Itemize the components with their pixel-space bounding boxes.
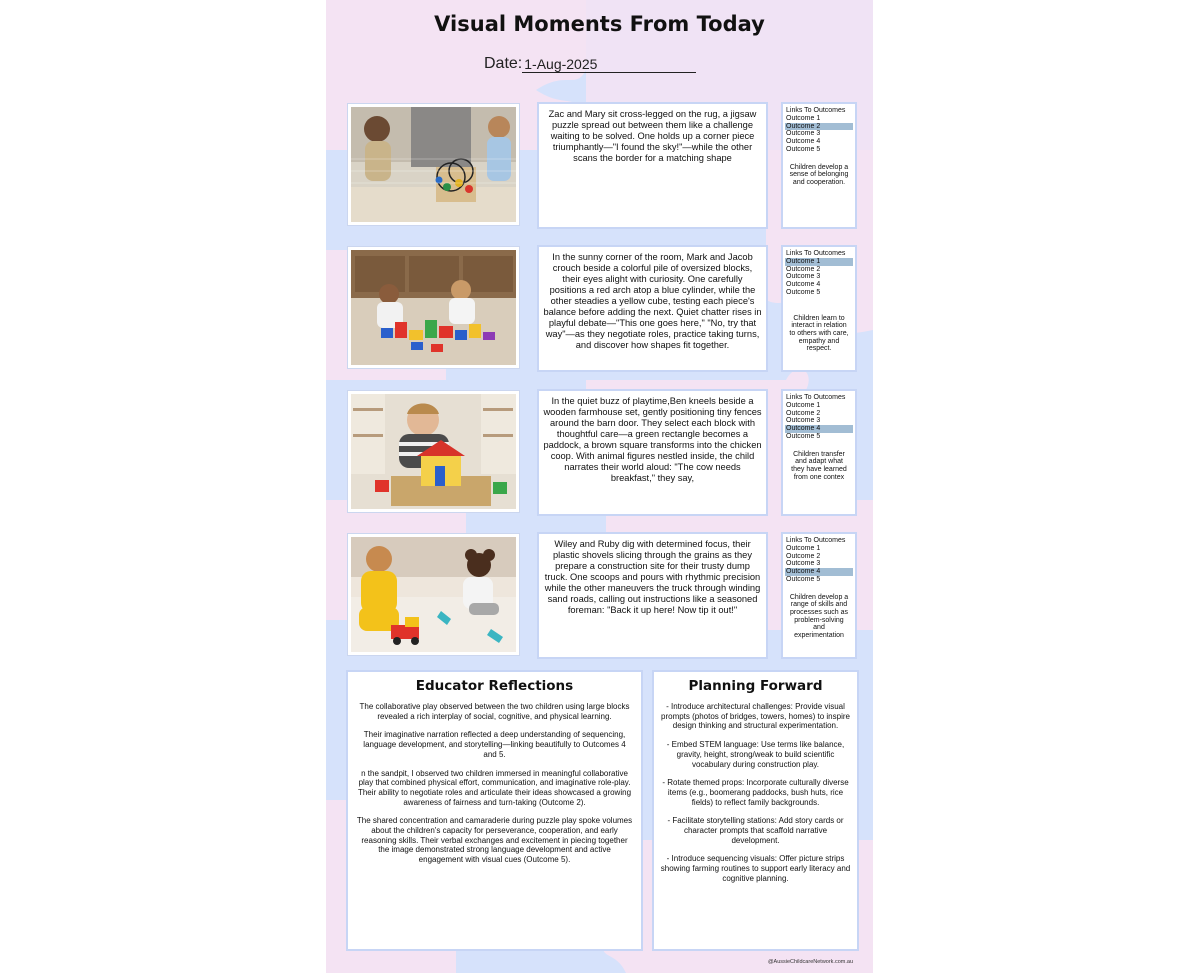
outcome-4-option[interactable]: Outcome 4 <box>786 281 821 289</box>
outcome-2-option-selected[interactable]: Outcome 2 <box>785 123 853 131</box>
outcome-1-option[interactable]: Outcome 1 <box>786 401 821 409</box>
outcome-1-option-selected[interactable]: Outcome 1 <box>785 258 853 266</box>
outcome-5-option[interactable]: Outcome 5 <box>786 288 821 296</box>
outcome-note: Children develop a range of skills and processes such as problem-solving and experimentation <box>789 593 849 639</box>
outcome-note: Children learn to interact in relation to others with care, empathy and respect. <box>789 314 849 353</box>
moment-2-story[interactable]: In the sunny corner of the room, Mark and Jacob crouch beside a colorful pile of oversized blocks, their eyes alight with curiosity. One carefully positions a red arch atop a blue cylinder, while the other steadies a yellow cube, testing each piece's balance before adding the next. Quiet chatter rises in playful debate—"This one goes here," "No, try that way"—as they negotiate roles, practice taking turns, and discover how shapes fit together. <box>539 247 766 370</box>
outcome-5-option[interactable]: Outcome 5 <box>786 575 821 583</box>
outcome-1-option[interactable]: Outcome 1 <box>786 544 821 552</box>
outcome-4-option-selected[interactable]: Outcome 4 <box>785 425 853 433</box>
reflection-paragraph[interactable]: The shared concentration and camaraderie during puzzle play spoke volumes about the children's capacity for perseverance, cooperation, and early reasoning skills. Their verbal exchanges and excitement in piecing together the image demonstrated strong language development and active engagement with visual cues (Outcome 5). <box>356 816 633 865</box>
photo-child-farmhouse-set <box>351 394 516 509</box>
photo-children-building-blocks <box>351 250 516 365</box>
outcome-3-option[interactable]: Outcome 3 <box>786 560 821 568</box>
planning-paragraph[interactable]: - Facilitate storytelling stations: Add story cards or character prompts that scaffold narrative development. <box>667 816 844 845</box>
planning-paragraph[interactable]: - Introduce sequencing visuals: Offer picture strips showing farming routines to support early literacy and cognitive planning. <box>660 854 851 883</box>
moment-1-outcomes <box>783 104 855 227</box>
planning-title: Planning Forward <box>688 678 823 694</box>
outcome-4-option[interactable]: Outcome 4 <box>786 138 821 146</box>
moment-4-outcomes <box>783 534 855 657</box>
outcome-2-option[interactable]: Outcome 2 <box>786 265 821 273</box>
date-field[interactable]: 1-Aug-2025 <box>522 56 696 73</box>
outcome-note: Children develop a sense of belonging and cooperation. <box>789 163 849 186</box>
planning-paragraph[interactable]: - Introduce architectural challenges: Provide visual prompts (photos of bridges, towers, homes) to inspire design thinking and structural experimentation. <box>661 702 850 731</box>
date-label: Date: <box>484 55 523 72</box>
educator-reflections-panel <box>348 672 641 949</box>
document-page <box>326 0 873 973</box>
outcome-note: Children transfer and adapt what they have learned from one contex <box>791 450 847 481</box>
reflection-paragraph[interactable]: The collaborative play observed between the two children using large blocks revealed a rich interplay of social, cognitive, and physical learning. <box>359 702 630 721</box>
moment-1-story[interactable]: Zac and Mary sit cross-legged on the rug, a jigsaw puzzle spread out between them like a challenge waiting to be solved. One holds up a corner piece triumphantly—"I found the sky!"—while the other scans the border for a matching shape <box>539 104 766 227</box>
outcomes-heading: Links To Outcomes <box>786 250 846 257</box>
moment-3-outcomes <box>783 391 855 514</box>
moment-3-story[interactable]: In the quiet buzz of playtime,Ben kneels beside a wooden farmhouse set, gently positioning tiny fences around the barn door. They select each block with thoughtful care—a green rectangle becomes a paddock, a brown square transforms into the chicken coop. With animal figures nestled inside, the child narrates their world aloud: "The cow needs breakfast," they say, <box>539 391 766 514</box>
planning-paragraph[interactable]: - Rotate themed props: Incorporate culturally diverse items (e.g., boomerang paddocks, bush huts, rice fields) to reflect family backgrounds. <box>662 778 849 807</box>
outcome-3-option[interactable]: Outcome 3 <box>786 130 821 138</box>
outcome-2-option[interactable]: Outcome 2 <box>786 552 821 560</box>
outcomes-heading: Links To Outcomes <box>786 107 846 114</box>
moment-2-outcomes <box>783 247 855 370</box>
outcome-4-option-selected[interactable]: Outcome 4 <box>785 568 853 576</box>
moment-1-photo <box>348 104 519 225</box>
outcome-3-option[interactable]: Outcome 3 <box>786 417 821 425</box>
photo-children-sandpit <box>351 537 516 652</box>
outcome-5-option[interactable]: Outcome 5 <box>786 432 821 440</box>
planning-paragraph[interactable]: - Embed STEM language: Use terms like balance, gravity, height, strong/weak to build scientific vocabulary during construction play. <box>666 740 845 769</box>
outcome-5-option[interactable]: Outcome 5 <box>786 145 821 153</box>
reflection-paragraph[interactable]: Their imaginative narration reflected a deep understanding of sequencing, language development, and storytelling—linking beautifully to Outcomes 4 and 5. <box>363 730 626 759</box>
reflections-title: Educator Reflections <box>415 678 574 694</box>
moment-3-photo <box>348 391 519 512</box>
outcome-2-option[interactable]: Outcome 2 <box>786 409 821 417</box>
planning-forward-panel <box>654 672 857 949</box>
moment-2-photo <box>348 247 519 368</box>
outcomes-heading: Links To Outcomes <box>786 537 846 544</box>
photo-children-bead-maze <box>351 107 516 222</box>
moment-4-story[interactable]: Wiley and Ruby dig with determined focus, their plastic shovels slicing through the grains as they prepare a construction site for their trusty dump truck. One scoops and pours with rhythmic precision while the other maneuvers the truck through winding sand roads, calling out instructions like a seasoned foreman: "Back it up here! Now tip it out!" <box>539 534 766 657</box>
outcome-1-option[interactable]: Outcome 1 <box>786 114 821 122</box>
date-row <box>484 55 696 73</box>
reflection-paragraph[interactable]: n the sandpit, I observed two children immersed in meaningful collaborative play that combined physical effort, communication, and imaginative role-play. Their ability to negotiate roles and articulate their ideas showcased a growing awareness of fairness and turn-taking (Outcome 2). <box>357 768 632 807</box>
page-title: Visual Moments From Today <box>434 12 765 36</box>
moment-4-photo <box>348 534 519 655</box>
outcomes-heading: Links To Outcomes <box>786 394 846 401</box>
footer-credit: @AussieChildcareNetwork.com.au <box>767 959 853 965</box>
outcome-3-option[interactable]: Outcome 3 <box>786 273 821 281</box>
